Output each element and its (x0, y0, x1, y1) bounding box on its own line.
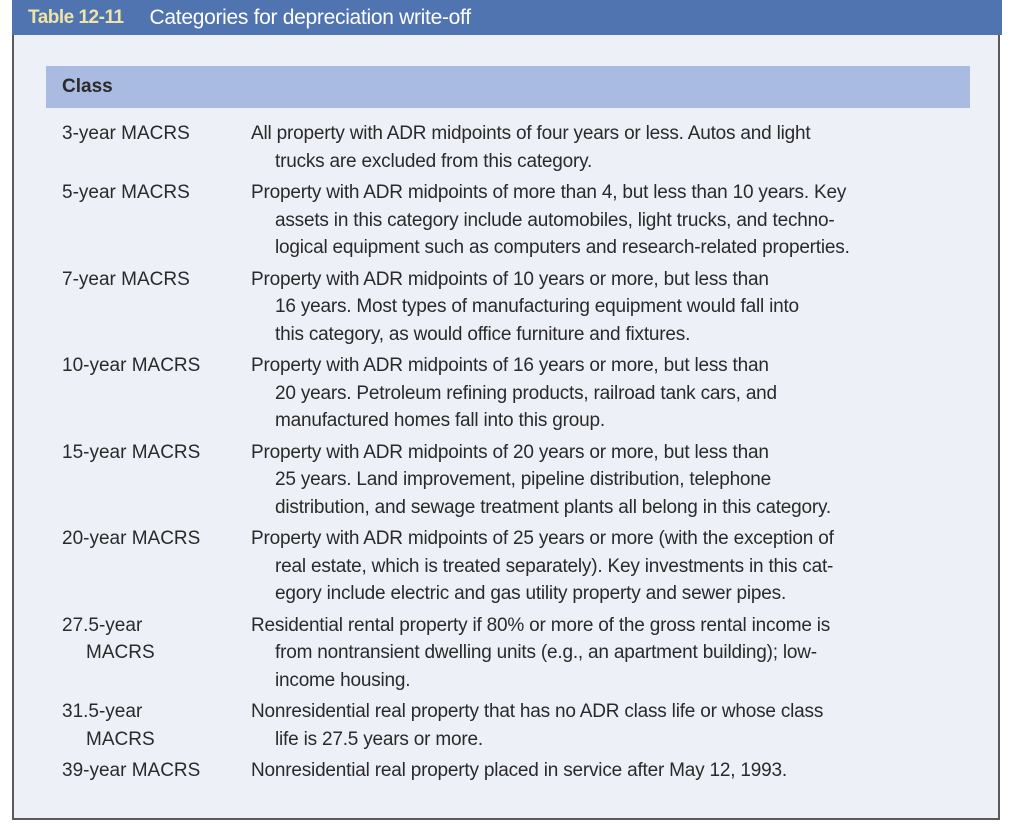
table-title-bar (12, 0, 1002, 35)
description-line: 20 years. Petroleum refining products, railroad tank cars, and (275, 382, 777, 404)
description-line: Property with ADR midpoints of 16 years or more, but less than (251, 355, 769, 376)
description-line: Property with ADR midpoints of more than 4, but less than 10 years. Key (251, 182, 847, 203)
description-cell (251, 120, 962, 175)
description-cell (251, 698, 962, 753)
class-line: 5-year MACRS (62, 182, 190, 203)
table-row (62, 352, 962, 435)
table-row (62, 698, 962, 753)
class-cell (62, 757, 251, 785)
class-cell (62, 525, 251, 608)
description-line: 25 years. Land improvement, pipeline distribution, telephone (275, 469, 772, 490)
description-line: Property with ADR midpoints of 25 years or more (with the exception of (251, 528, 834, 549)
table-row (62, 757, 962, 785)
class-line: 27.5-year (62, 614, 143, 636)
description-line: manufactured homes fall into this group. (275, 410, 605, 431)
description-line: income housing. (275, 669, 411, 691)
description-line: distribution, and sewage treatment plants all belong in this category. (275, 496, 831, 518)
class-line: 20-year MACRS (62, 528, 201, 549)
table-row (62, 266, 962, 349)
class-line: MACRS (86, 728, 155, 750)
class-cell (62, 612, 251, 695)
table-body (62, 120, 962, 789)
description-cell (251, 439, 962, 522)
class-cell (62, 352, 251, 435)
class-cell (62, 120, 251, 175)
class-line: MACRS (86, 642, 155, 663)
column-header-class: Class (62, 76, 113, 97)
description-line: All property with ADR midpoints of four years or less. Autos and light (251, 123, 811, 144)
class-cell (62, 698, 251, 753)
description-line: this category, as would office furniture and fixtures. (275, 323, 691, 345)
description-line: Nonresidential real property that has no ADR class life or whose class (251, 701, 824, 722)
class-line: 7-year MACRS (62, 268, 190, 290)
description-line: Residential rental property if 80% or more of the gross rental income is (251, 614, 831, 636)
table-row (62, 120, 962, 175)
class-cell (62, 179, 251, 262)
class-line: 39-year MACRS (62, 760, 201, 781)
description-line: from nontransient dwelling units (e.g., an apartment building); low- (275, 642, 817, 663)
description-line: assets in this category include automobiles, light trucks, and techno- (275, 209, 835, 231)
description-cell (251, 179, 962, 262)
description-line: 16 years. Most types of manufacturing equipment would fall into (275, 296, 799, 317)
table-number: Table 12-11 (28, 6, 124, 28)
description-line: trucks are excluded from this category. (275, 150, 593, 172)
class-line: 10-year MACRS (62, 355, 201, 376)
description-cell (251, 266, 962, 349)
description-cell (251, 757, 962, 785)
description-cell (251, 352, 962, 435)
class-line: 15-year MACRS (62, 441, 201, 463)
column-header-bar (46, 66, 970, 108)
description-line: life is 27.5 years or more. (275, 728, 483, 750)
class-line: 31.5-year (62, 701, 143, 722)
class-cell (62, 439, 251, 522)
class-cell (62, 266, 251, 349)
class-line: 3-year MACRS (62, 123, 190, 144)
description-cell (251, 525, 962, 608)
table-row (62, 439, 962, 522)
description-line: Nonresidential real property placed in service after May 12, 1993. (251, 760, 787, 781)
table-title: Categories for depreciation write-off (149, 5, 471, 29)
description-line: Property with ADR midpoints of 20 years or more, but less than (251, 441, 769, 463)
description-line: egory include electric and gas utility property and sewer pipes. (275, 583, 787, 604)
description-cell (251, 612, 962, 695)
description-line: logical equipment such as computers and research-related properties. (275, 237, 850, 258)
description-line: Property with ADR midpoints of 10 years or more, but less than (251, 268, 769, 290)
table-row (62, 179, 962, 262)
description-line: real estate, which is treated separately). Key investments in this cat- (275, 555, 834, 577)
table-row (62, 525, 962, 608)
table-row (62, 612, 962, 695)
